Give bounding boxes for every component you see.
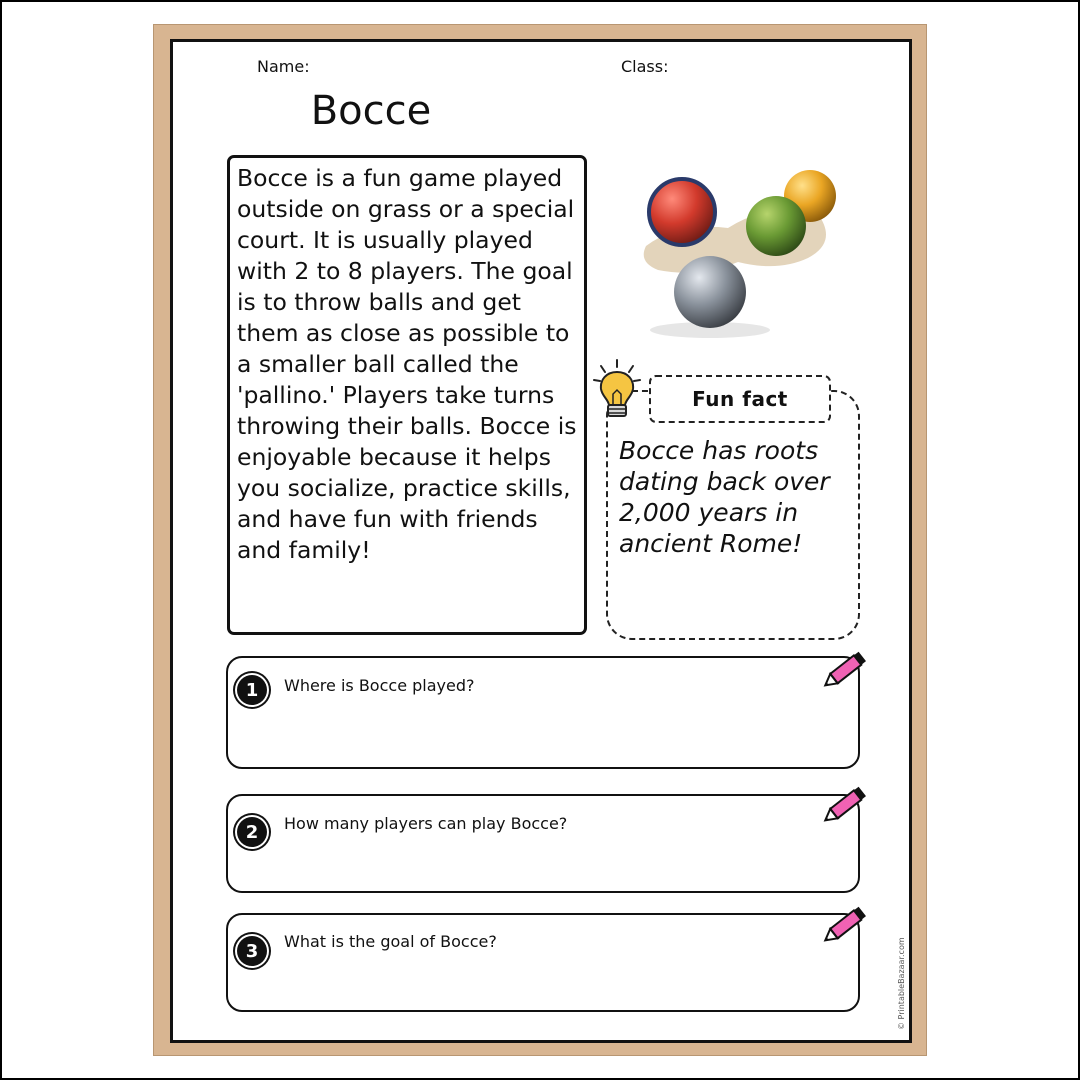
lightbulb-icon [592,358,642,422]
question-box-2[interactable] [226,794,860,893]
bocce-balls-illustration [638,162,848,342]
question-box-1[interactable] [226,656,860,769]
question-number-badge: 3 [237,936,267,966]
question-box-3[interactable] [226,913,860,1012]
copyright-credit: © PrintableBazaar.com [897,937,906,1030]
name-label: Name: [257,57,310,76]
fun-fact-text: Bocce has roots dating back over 2,000 years in ancient Rome! [619,436,830,558]
fun-fact-heading: Fun fact [649,375,831,423]
class-label: Class: [621,57,669,76]
question-text: How many players can play Bocce? [284,814,568,833]
passage-text: Bocce is a fun game played outside on grass or a special court. It is usually played with 2 to 8 players. The goal is to throw balls and get them as close as possible to a smaller ball called the 'pallino.' Players take turns throwing their balls. Bocce is enjoyable because it helps you socialize, practice skills, and have fun with friends and family! [237,164,577,564]
page-title: Bocce [310,88,432,134]
question-number-badge: 2 [237,817,267,847]
pencil-icon [818,650,870,694]
question-number-badge: 1 [237,675,267,705]
pencil-icon [818,905,870,949]
question-text: What is the goal of Bocce? [284,932,497,951]
question-text: Where is Bocce played? [284,676,475,695]
pencil-icon [818,785,870,829]
